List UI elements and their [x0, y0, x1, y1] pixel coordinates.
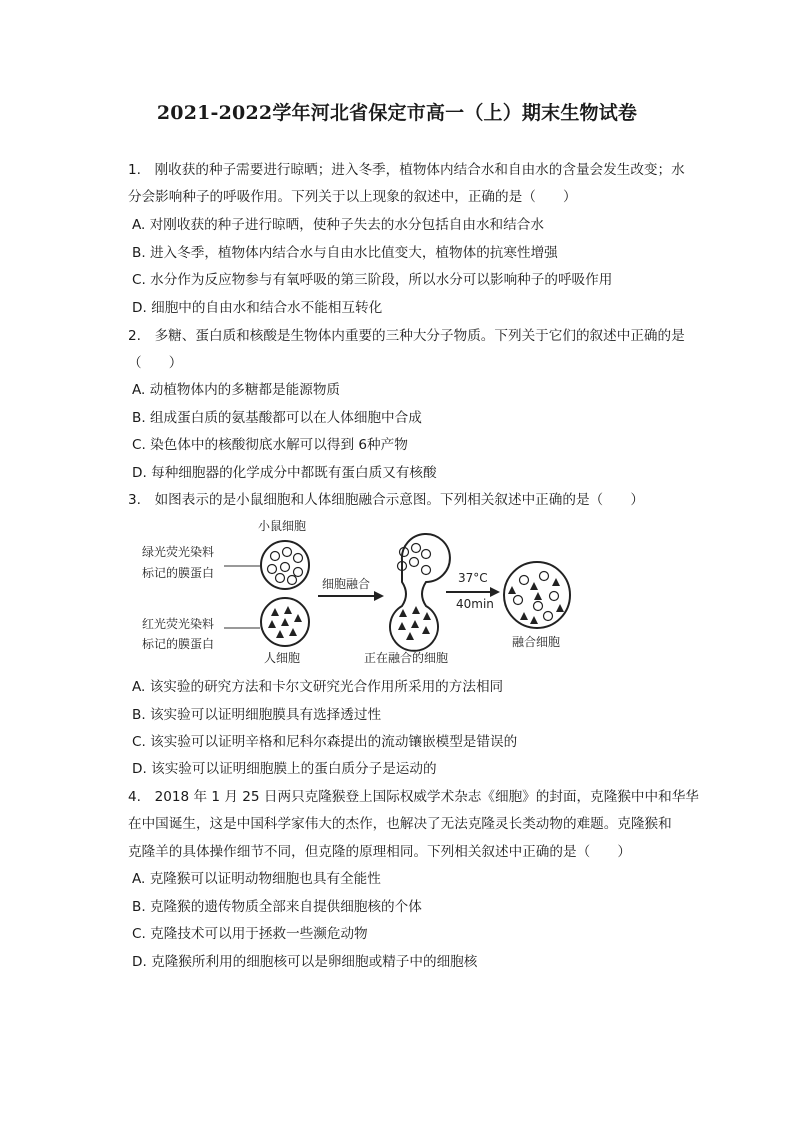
- question-3-option-a: A. 该实验的研究方法和卡尔文研究光合作用所采用的方法相同: [132, 679, 504, 695]
- question-4-option-c: C. 克隆技术可以用于拯救一些濒危动物: [132, 926, 368, 942]
- question-4-option-a: A. 克隆猴可以证明动物细胞也具有全能性: [132, 871, 381, 887]
- red-label-line-2: 标记的膜蛋白: [142, 637, 215, 651]
- arrow-right-icon: [490, 587, 500, 597]
- question-4-option-d: D. 克隆猴所利用的细胞核可以是卵细胞或精子中的细胞核: [132, 954, 478, 970]
- fusing-cell-label: 正在融合的细胞: [364, 651, 449, 665]
- cell-fusion-diagram: [140, 516, 580, 668]
- arrow-right-icon: [374, 591, 384, 601]
- red-proteins-icon: [268, 606, 302, 638]
- question-2-option-c: C. 染色体中的核酸彻底水解可以得到 6种产物: [132, 437, 408, 453]
- green-proteins-icon: [268, 548, 303, 585]
- human-cell-label: 人细胞: [264, 651, 301, 665]
- question-2-stem-line-2: （ ）: [128, 355, 183, 371]
- question-4-option-b: B. 克隆猴的遗传物质全部来自提供细胞核的个体: [132, 899, 422, 915]
- page-title: 2021-2022学年河北省保定市高一（上）期末生物试卷: [156, 102, 638, 124]
- question-2-option-b: B. 组成蛋白质的氨基酸都可以在人体细胞中合成: [132, 410, 422, 426]
- question-2-option-a: A. 动植物体内的多糖都是能源物质: [132, 382, 341, 398]
- mouse-cell-label: 小鼠细胞: [258, 519, 307, 533]
- duration-label: 40min: [456, 597, 494, 611]
- fused-cell-label: 融合细胞: [512, 635, 561, 649]
- question-1-option-d: D. 细胞中的自由水和结合水不能相互转化: [132, 300, 383, 316]
- question-2-option-d: D. 每种细胞器的化学成分中都既有蛋白质又有核酸: [132, 465, 437, 481]
- red-label-line-1: 红光荧光染料: [142, 617, 215, 631]
- question-3-option-d: D. 该实验可以证明细胞膜上的蛋白质分子是运动的: [132, 761, 437, 777]
- fusion-arrow-label: 细胞融合: [322, 577, 371, 591]
- question-1-option-b: B. 进入冬季，植物体内结合水与自由水比值变大，植物体的抗寒性增强: [132, 245, 558, 261]
- question-1-option-c: C. 水分作为反应物参与有氧呼吸的第三阶段，所以水分可以影响种子的呼吸作用: [132, 272, 613, 288]
- question-3-stem-line-1: 3. 如图表示的是小鼠细胞和人体细胞融合示意图。下列相关叙述中正确的是（ ）: [128, 492, 644, 508]
- question-3-option-c: C. 该实验可以证明辛格和尼科尔森提出的流动镶嵌模型是错误的: [132, 734, 518, 750]
- green-label-line-2: 标记的膜蛋白: [142, 566, 215, 580]
- temperature-label: 37°C: [458, 571, 488, 585]
- question-2-stem-line-1: 2. 多糖、蛋白质和核酸是生物体内重要的三种大分子物质。下列关于它们的叙述中正确的是: [128, 328, 685, 344]
- question-1-stem-line-1: 1. 刚收获的种子需要进行晾晒；进入冬季，植物体内结合水和自由水的含量会发生改变；水: [128, 162, 685, 178]
- question-4-stem-line-2: 在中国诞生，这是中国科学家伟大的杰作，也解决了无法克隆灵长类动物的难题。克隆猴和: [128, 816, 672, 832]
- question-1-option-a: A. 对刚收获的种子进行晾晒，使种子失去的水分包括自由水和结合水: [132, 217, 544, 233]
- question-3-option-b: B. 该实验可以证明细胞膜具有选择透过性: [132, 707, 382, 723]
- question-1-stem-line-2: 分会影响种子的呼吸作用。下列关于以上现象的叙述中，正确的是（ ）: [128, 189, 577, 205]
- question-4-stem-line-1: 4. 2018 年 1 月 25 日两只克隆猴登上国际权威学术杂志《细胞》的封面，克隆猴中中和华华: [128, 789, 699, 805]
- green-label-line-1: 绿光荧光染料: [142, 545, 215, 559]
- question-4-stem-line-3: 克隆羊的具体操作细节不同，但克隆的原理相同。下列相关叙述中正确的是（ ）: [128, 844, 631, 860]
